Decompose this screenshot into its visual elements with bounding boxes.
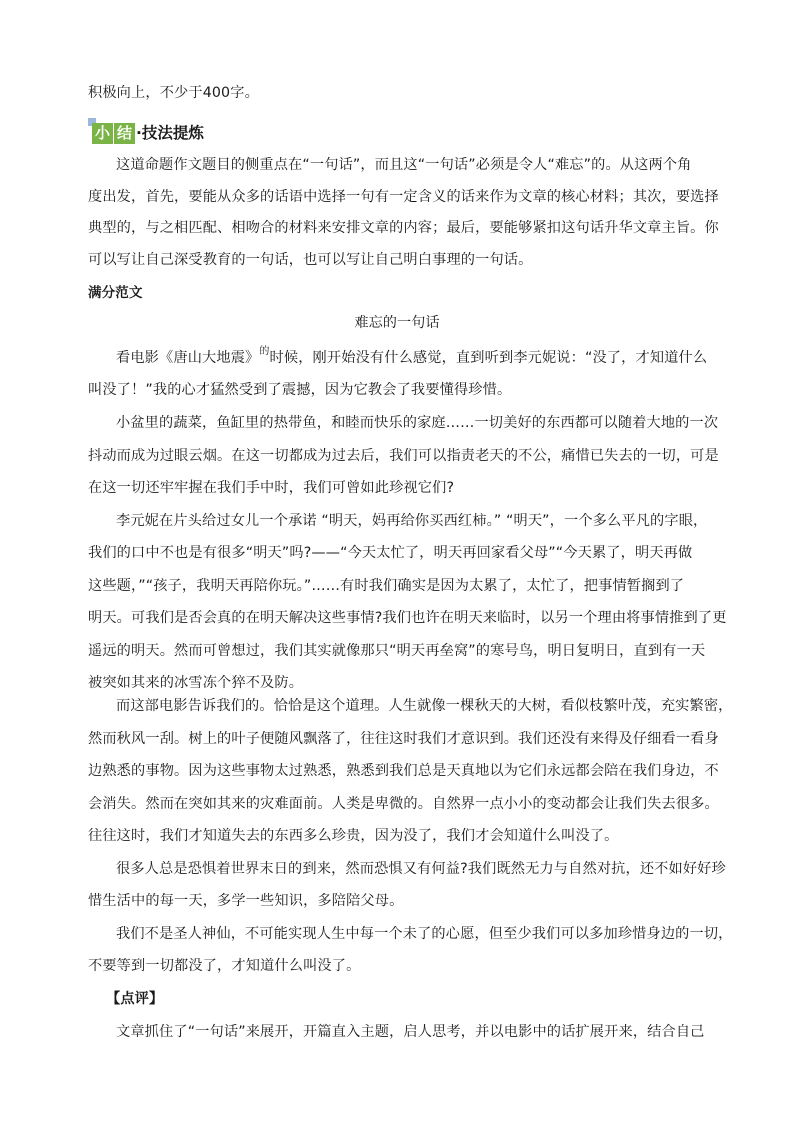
essay-line: 往往这时，我们才知道失去的东西多么珍贵，因为没了，我们才会知道什么叫没了。 (88, 828, 619, 844)
heading-title: ·技法提炼 (136, 124, 204, 142)
comment-label: 【点评】 (106, 991, 164, 1007)
sample-essay-label: 满分范文 (88, 285, 143, 301)
essay-line (116, 348, 712, 370)
essay-line: 我们的口中不也是有很多“明天”吗?——“今天太忙了，明天再回家看父母”“今天累了，明天再做 (88, 545, 693, 561)
essay-line: 叫没了！”我的心才猛然受到了震撼，因为它教会了我要懂得珍惜。 (88, 382, 512, 398)
essay-line: 李元妮在片头给过女儿一个承诺 “明天，妈再给你买西红柿。” “明天”，一个多么平凡的字眼， (116, 513, 708, 529)
summary-line: 典型的，与之相匹配、相吻合的材料来安排文章的内容；最后，要能够紧扣这句话升华文章主旨。你 (88, 220, 719, 236)
essay-text: 看电影《唐山大地震》 (116, 350, 260, 366)
essay-line: 小盆里的蔬菜，鱼缸里的热带鱼，和睦而快乐的家庭……一切美好的东西都可以随着大地的一次 (116, 415, 719, 431)
essay-title: 难忘的一句话 (354, 315, 440, 331)
essay-line: 这些题，”“孩子，我明天再陪你玩。”……有时我们确实是因为太累了，太忙了，把事情暂搁到了 (88, 578, 685, 594)
intro-requirement-line: 积极向上，不少于400字。 (88, 85, 259, 101)
essay-line: 抖动而成为过眼云烟。在这一切都成为过去后，我们可以指责老天的不公，痛惜已失去的一切，可是 (88, 448, 719, 464)
essay-line: 我们不是圣人神仙，不可能实现人生中每一个未了的心愿，但至少我们可以多加珍惜身边的一切， (116, 926, 733, 942)
comment-line: 文章抓住了“一句话”来展开，开篇直入主题，启人思考，并以电影中的话扩展开来，结合自己 (116, 1024, 705, 1040)
essay-line: 边熟悉的事物。因为这些事物太过熟悉，熟悉到我们总是天真地以为它们永远都会陪在我们身边，不 (88, 763, 719, 779)
essay-line: 遥远的明天。然而可曾想过，我们其实就像那只“明天再垒窝”的寒号鸟，明日复明日，直到有一天 (88, 643, 706, 659)
essay-line: 然而秋风一刮。树上的叶子便随风飘落了，往往这时我们才意识到。我们还没有来得及仔细看一看身 (88, 731, 719, 747)
essay-line: 会消失。然而在突如其来的灾难面前。人类是卑微的。自然界一点小小的变动都会让我们失去很多。 (88, 796, 719, 812)
essay-line: 不要等到一切都没了，才知道什么叫没了。 (88, 958, 361, 974)
essay-line: 惜生活中的每一天，多学一些知识，多陪陪父母。 (88, 893, 404, 909)
essay-line: 被突如其来的冰雪冻个猝不及防。 (88, 675, 304, 691)
summary-line: 这道命题作文题目的侧重点在“一句话”，而且这“一句话”必须是令人“难忘”的。从这两个角 (116, 157, 692, 173)
section-heading (88, 118, 348, 146)
summary-line: 度出发，首先，要能从众多的话语中选择一句有一定含义的话来作为文章的核心材料；其次，要选择 (88, 189, 719, 205)
superscript-char: 的 (259, 346, 270, 357)
essay-text: 时候，刚开始没有什么感觉，直到听到李元妮说：“没了，才知道什么 (269, 350, 708, 366)
essay-line: 很多人总是恐惧着世界末日的到来，然而恐惧又有何益?我们既然无力与自然对抗，还不如好好珍 (116, 861, 726, 877)
essay-line: 明天。可我们是否会真的在明天解决这些事情?我们也许在明天来临时，以另一个理由将事情推到了更 (88, 610, 727, 626)
heading-tag-char-1: 小 (92, 123, 113, 144)
summary-line: 可以写让自己深受教育的一句话，也可以写让自己明白事理的一句话。 (88, 252, 533, 268)
essay-line: 在这一切还牢牢握在我们手中时，我们可曾如此珍视它们? (88, 480, 455, 496)
heading-tag-char-2: 结 (114, 123, 135, 144)
essay-line: 而这部电影告诉我们的。恰恰是这个道理。人生就像一棵秋天的大树，看似枝繁叶茂，充实繁密， (116, 698, 733, 714)
